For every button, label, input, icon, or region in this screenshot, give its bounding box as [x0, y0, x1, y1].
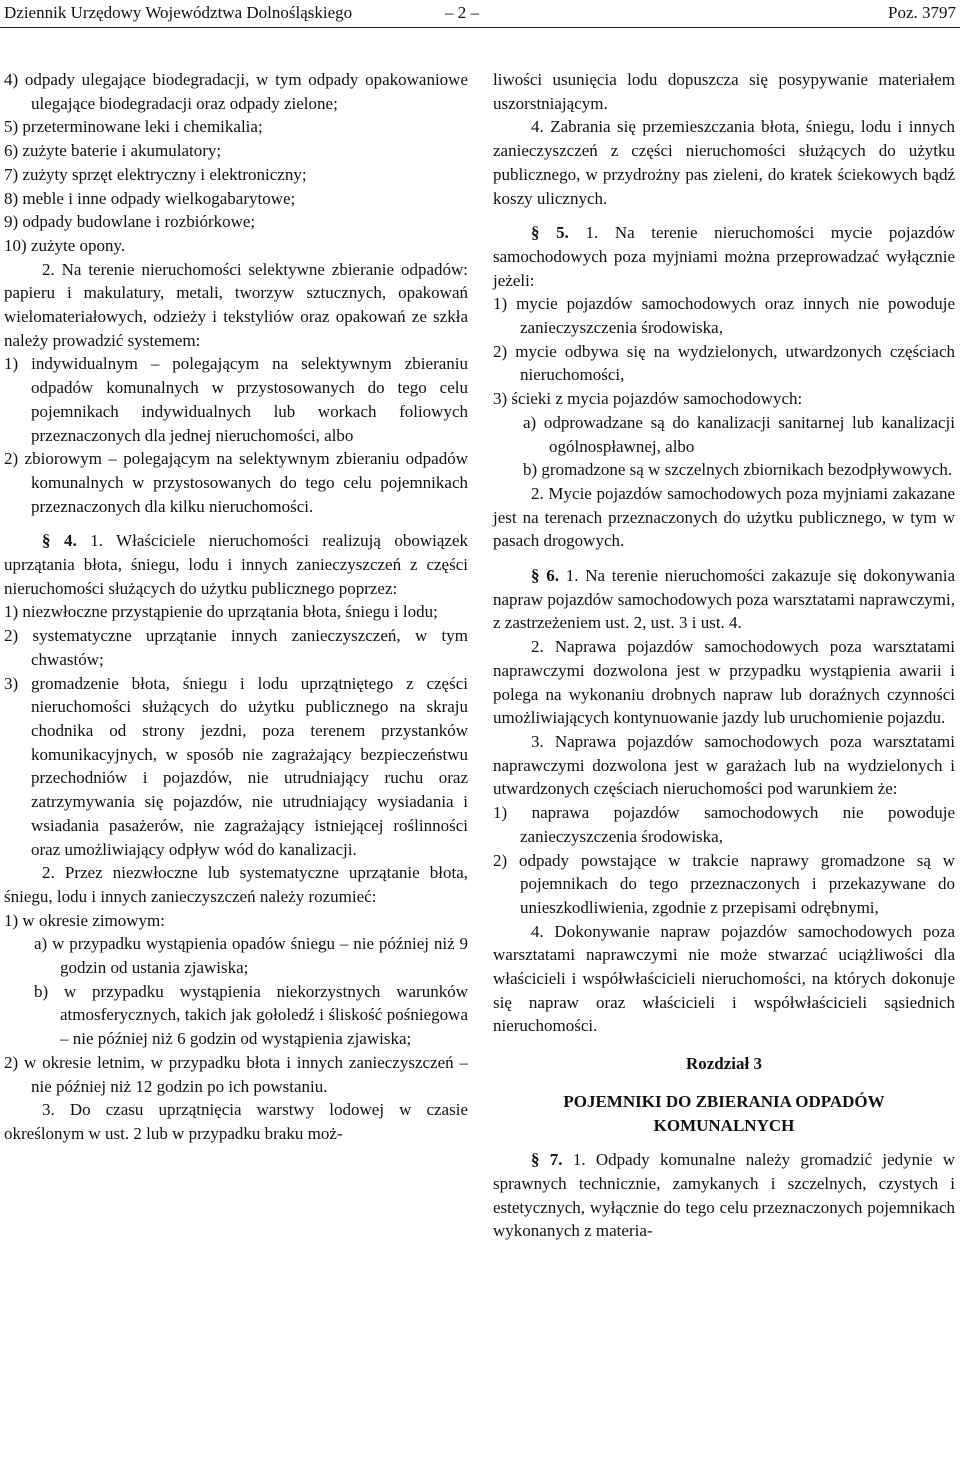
section-text: 1. Odpady komunalne należy gromadzić jedynie w sprawnych technicznie, zamykanych i szczelnych, czystych i estetycznych, wyłącznie do tego celu przeznaczonych pojemnikach wykonanych z materia-: [493, 1150, 956, 1241]
paragraph: 3. Do czasu uprzątnięcia warstwy lodowej w czasie określonym w ust. 2 lub w przypadku braku moż-: [4, 1100, 468, 1143]
list-item: 2) mycie odbywa się na wydzielonych, utwardzonych częściach nieruchomości,: [493, 341, 955, 385]
section-5-paragraph: [493, 221, 955, 292]
list-item: 2) odpady powstające w trakcie naprawy gromadzone są w pojemnikach do tego przeznaczonych i przekazywane do unieszkodliwienia, zgodnie z przepisami odrębnymi,: [493, 850, 955, 917]
paragraph-continuation: liwości usunięcia lodu dopuszcza się posypywanie materiałem uszorstniającym.: [493, 70, 955, 113]
sub-list-item: a) odprowadzane są do kanalizacji sanitarnej lub kanalizacji ogólnospławnej, albo: [523, 412, 955, 456]
list-item: 10) zużyte opony.: [4, 235, 126, 255]
section-6-paragraph: [493, 564, 955, 635]
list-item: 3) ścieki z mycia pojazdów samochodowych:: [493, 389, 803, 409]
list-item: 1) mycie pojazdów samochodowych oraz innych nie powoduje zanieczyszczenia środowiska,: [493, 294, 955, 338]
chapter-title: POJEMNIKI DO ZBIERANIA ODPADÓW KOMUNALNYCH: [563, 1091, 885, 1135]
sub-list-item: b) w przypadku wystąpienia niekorzystnych warunków atmosferycznych, takich jak gołoledź i śliskość pośniegowa – nie później niż 6 godzin od wystąpienia zjawiska;: [34, 981, 468, 1049]
list-item: 1) indywidualnym – polegającym na selektywnym zbieraniu odpadów komunalnych w przystosowanych do tego celu pojemnikach indywidualnych lub workach foliowych przeznaczonych dla jednej nieruchomości, albo: [4, 354, 468, 445]
section-mark: § 5.: [531, 223, 569, 243]
header-divider: [0, 27, 960, 28]
journal-title: Dziennik Urzędowy Województwa Dolnośląskiego: [4, 3, 353, 22]
list-item: 7) zużyty sprzęt elektryczny i elektroniczny;: [4, 164, 307, 184]
right-column: [493, 68, 955, 1243]
list-item: 8) meble i inne odpady wielkogabarytowe;: [4, 188, 296, 208]
page-number: – 2 –: [445, 3, 479, 22]
section-text: 1. Na terenie nieruchomości zakazuje się dokonywania napraw pojazdów samochodowych poza warsztatami naprawczymi, z zastrzeżeniem ust. 2, ust. 3 i ust. 4.: [493, 566, 956, 633]
section-text: 1. Na terenie nieruchomości mycie pojazdów samochodowych poza myjniami można przeprowadzać wyłącznie jeżeli:: [493, 223, 956, 290]
list-item: 1) niezwłoczne przystąpienie do uprzątania błota, śniegu i lodu;: [4, 602, 438, 622]
list-item: 2) systematyczne uprzątanie innych zanieczyszczeń, w tym chwastów;: [4, 626, 468, 669]
section-mark: § 4.: [42, 531, 77, 551]
paragraph: 2. Przez niezwłoczne lub systematyczne uprzątanie błota, śniegu, lodu i innych zanieczyszczeń należy rozumieć:: [4, 863, 468, 906]
paragraph: 4. Zabrania się przemieszczania błota, śniegu, lodu i innych zanieczyszczeń z części nieruchomości służących do użytku publicznego, w przydrożny pas zieleni, do kratek ściekowych bądź koszy ulicznych.: [493, 117, 955, 208]
paragraph: 3. Naprawa pojazdów samochodowych poza warsztatami naprawczymi dozwolona jest w garażach lub na wydzielonych i utwardzonych częściach nieruchomości pod warunkiem że:: [493, 731, 955, 799]
sub-list-item: a) w przypadku wystąpienia opadów śniegu – nie później niż 9 godzin od ustania zjawiska;: [34, 934, 468, 978]
position-number: Poz. 3797: [888, 3, 956, 22]
paragraph: 2. Naprawa pojazdów samochodowych poza warsztatami naprawczymi dozwolona jest w przypadku wystąpienia awarii i polega na wykonaniu drobnych napraw lub doraźnych czynności umożliwiających kontynuowanie jazdy lub uruchomienie pojazdu.: [493, 637, 955, 728]
list-item: 2) zbiorowym – polegającym na selektywnym zbieraniu odpadów komunalnych w przystosowanych do tego celu pojemnikach przeznaczonych dla kilku nieruchomości.: [4, 449, 468, 516]
list-item: 9) odpady budowlane i rozbiórkowe;: [4, 212, 256, 232]
list-item: 5) przeterminowane leki i chemikalia;: [4, 117, 263, 137]
paragraph: 2. Na terenie nieruchomości selektywne zbieranie odpadów: papieru i makulatury, metali, tworzyw sztucznych, opakowań wielomateriałowych, odzieży i tekstyliów oraz opakowań ze szkła należy prowadzić systemem:: [4, 259, 468, 350]
paragraph: 4. Dokonywanie napraw pojazdów samochodowych poza warsztatami naprawczymi nie może stwarzać uciążliwości dla właścicieli i współwłaścicieli nieruchomości, na których dokonuje się napraw oraz właścicieli i współwłaścicieli sąsiednich nieruchomości.: [493, 921, 955, 1036]
chapter-heading: Rozdział 3: [685, 1054, 763, 1074]
section-mark: § 6.: [531, 566, 559, 586]
left-column: [4, 68, 468, 1146]
page-header: [0, 0, 960, 26]
list-item: 1) w okresie zimowym:: [4, 910, 165, 930]
section-text: 1. Właściciele nieruchomości realizują obowiązek uprzątania błota, śniegu, lodu i innych zanieczyszczeń z części nieruchomości służących do użytku publicznego poprzez:: [4, 531, 468, 598]
list-item: 1) naprawa pojazdów samochodowych nie powoduje zanieczyszczenia środowiska,: [493, 803, 955, 846]
list-item: 4) odpady ulegające biodegradacji, w tym odpady opakowaniowe ulegające biodegradacji oraz odpady zielone;: [4, 70, 468, 113]
list-item: 2) w okresie letnim, w przypadku błota i innych zanieczyszczeń – nie później niż 12 godzin po ich powstaniu.: [4, 1052, 468, 1096]
paragraph: 2. Mycie pojazdów samochodowych poza myjniami zakazane jest na terenach przeznaczonych do użytku publicznego, w tym w pasach drogowych.: [493, 483, 955, 551]
sub-list-item: b) gromadzone są w szczelnych zbiornikach bezodpływowych.: [523, 460, 953, 480]
section-mark: § 7.: [531, 1150, 563, 1170]
section-4-paragraph: [4, 529, 468, 600]
section-7-paragraph: [493, 1148, 955, 1243]
list-item: 6) zużyte baterie i akumulatory;: [4, 141, 222, 161]
list-item: 3) gromadzenie błota, śniegu i lodu uprzątniętego z części nieruchomości służących do użytku publicznego na skraju chodnika od strony jezdni, poza terenem przystanków komunikacyjnych, w sposób nie zagrażający bezpieczeństwu przechodniów i pojazdów, nie utrudniający ruchu oraz zatrzymywania się pojazdów, nie utrudniający wysiadania i wsiadania pasażerów, nie zagrażający istniejącej roślinności oraz umożliwiający odpływ wód do kanalizacji.: [4, 673, 468, 859]
